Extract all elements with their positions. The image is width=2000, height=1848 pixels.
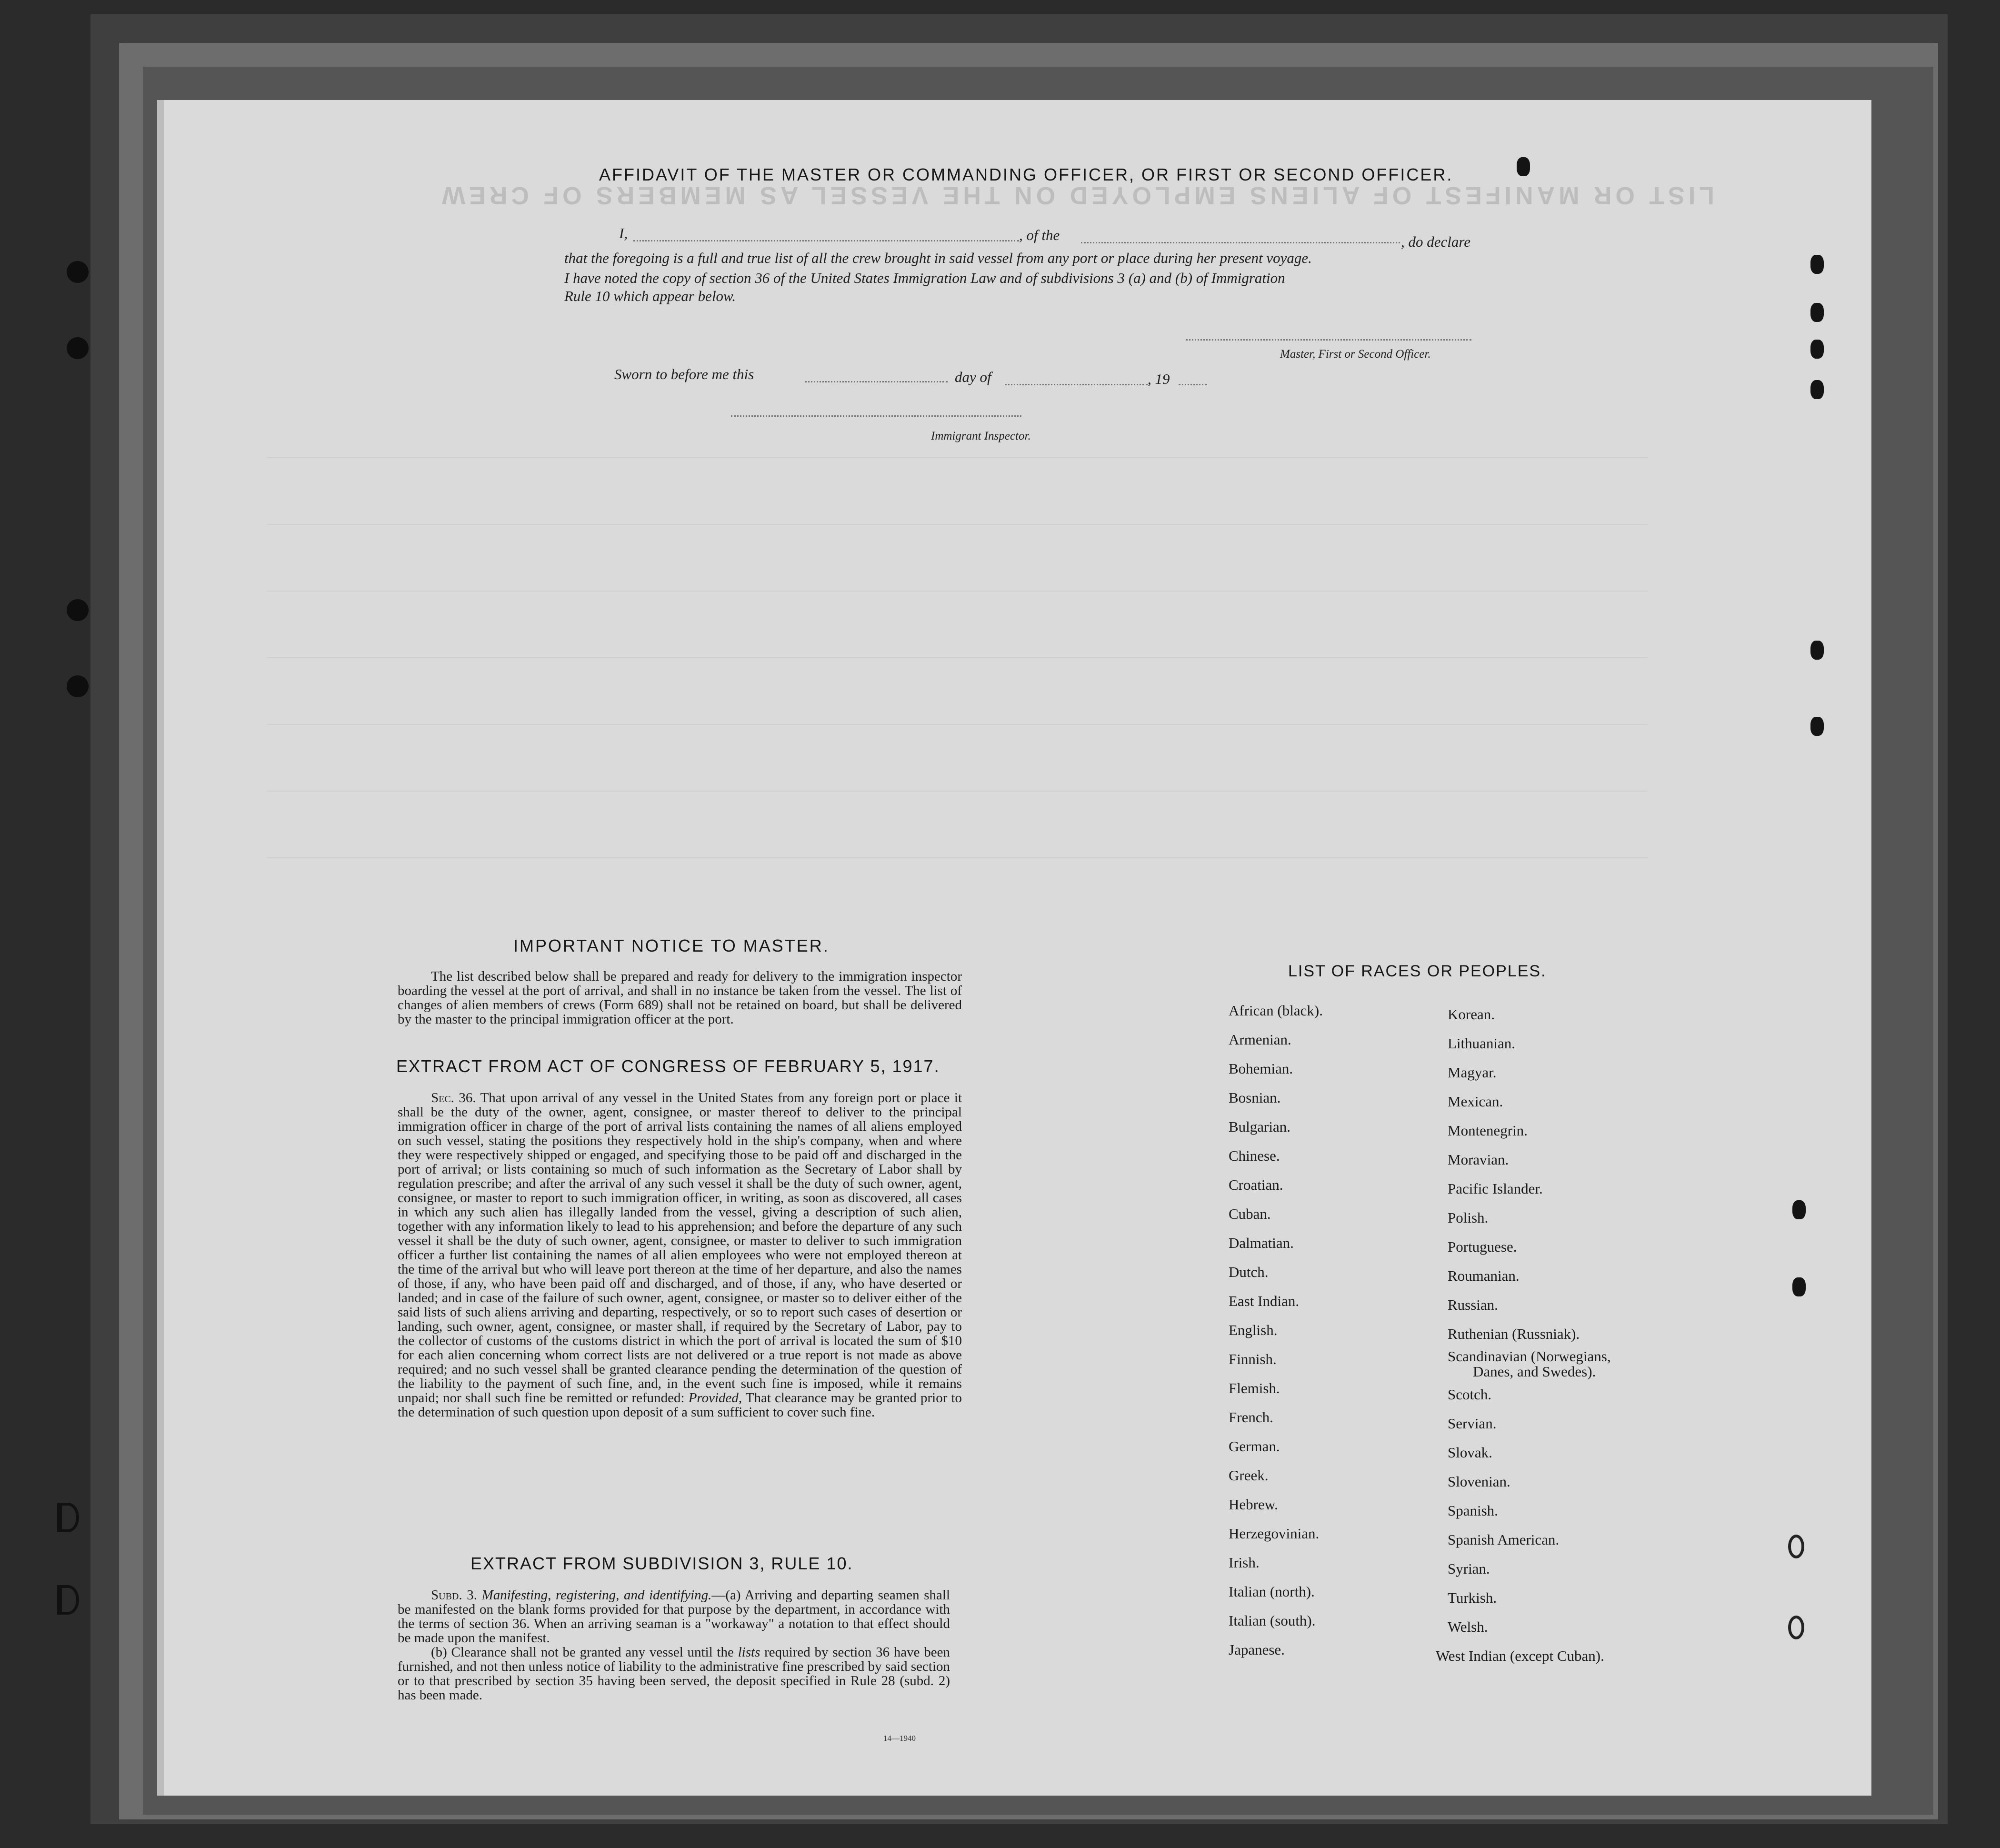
subdivision-label: Subd. 3.: [431, 1587, 477, 1603]
inspector-label: Immigrant Inspector.: [931, 430, 1031, 442]
subdivision-para-b-start: (b) Clearance shall not be granted any vessel until the: [431, 1645, 734, 1660]
notice-paragraph: The list described below shall be prepared and ready for delivery to the immigration inspector boarding the vessel at the port of arrival, and shall in no instance be taken from the vessel. The list of changes of alien members of crews (Form 689) shall not be retained on board, but shall be delivered by the master to the principal immigration officer at the port.: [398, 969, 962, 1027]
race-item: Armenian.: [1229, 1031, 1291, 1048]
race-item: Scandinavian (Norwegians,: [1448, 1348, 1611, 1365]
affidavit-line-4: Rule 10 which appear below.: [564, 288, 736, 304]
day-of-label: day of: [955, 369, 991, 385]
race-item: Moravian.: [1448, 1151, 1509, 1168]
races-right-column: [1436, 1006, 1683, 1682]
race-item: Finnish.: [1229, 1351, 1277, 1367]
punch-hole-icon: [1810, 641, 1824, 660]
ring-hole-icon: [1788, 1616, 1804, 1639]
punch-hole-icon: [1517, 157, 1530, 176]
race-item: Pacific Islander.: [1448, 1180, 1543, 1197]
act-title: EXTRACT FROM ACT OF CONGRESS OF FEBRUARY 5, 1917.: [396, 1056, 940, 1076]
vessel-name-field[interactable]: [1081, 242, 1400, 243]
punch-hole-icon: [1810, 255, 1824, 274]
race-item: Russian.: [1448, 1296, 1498, 1313]
race-item: Scotch.: [1448, 1386, 1492, 1403]
race-item: French.: [1229, 1409, 1273, 1426]
race-item: Magyar.: [1448, 1064, 1497, 1081]
race-item: English.: [1229, 1322, 1278, 1338]
master-name-field[interactable]: [633, 240, 1019, 241]
race-item: Cuban.: [1229, 1205, 1271, 1222]
race-item: Korean.: [1448, 1006, 1495, 1023]
race-item: Dutch.: [1229, 1264, 1269, 1280]
race-item: Bosnian.: [1229, 1089, 1281, 1106]
race-item: Bulgarian.: [1229, 1118, 1290, 1135]
inspector-signature-field[interactable]: [731, 415, 1021, 417]
race-item: Japanese.: [1229, 1641, 1285, 1658]
bleed-through-rule: [267, 857, 1648, 858]
notice-text: [398, 969, 962, 1026]
binder-ring-icon: [57, 1503, 79, 1532]
bleed-through-rule: [267, 591, 1648, 592]
sworn-day-field[interactable]: [805, 381, 948, 382]
master-signature-label: Master, First or Second Officer.: [1280, 348, 1431, 361]
subdivision-text: [398, 1588, 950, 1702]
race-item: African (black).: [1229, 1002, 1323, 1019]
year-label: , 19: [1148, 371, 1170, 387]
section-label: Sec. 36.: [431, 1090, 476, 1105]
section-body: That upon arrival of any vessel in the United States from any foreign port or place it shall be the duty of the owner, agent, consignee, or master thereof to deliver to the principal immigration officer in charge of the port of arrival lists containing the names of all aliens employed on such vessel, stating the positions they respectively hold in the ship's company, when and where they were respectively shipped or engaged, and specifying those to be paid off and discharged in the port of arrival; or lists containing so much of such information as the Secretary of Labor shall by regulation prescribe; and after the arrival of any such vessel it shall be the duty of such owner, agent, consignee, or master to report to such immigration officer, in writing, as soon as discovered, all cases in which any such alien has illegally landed from the vessel, giving a description of such alien, together with any information likely to lead to his apprehension; and before the departure of any such vessel it shall be the duty of such owner, agent, consignee, or master to deliver to such immigration officer a further list containing the names of all alien employees who were not employed thereon at the time of the arrival but who will leave port thereon at the time of her departure, and also the names of those, if any, who have been paid off and discharged, and of those, if any, who have deserted or landed; and in case of the failure of such owner, agent, consignee, or master so to deliver either of the said lists of such aliens arriving and departing, respectively, or so to report such cases of desertion or landing, such owner, agent, consignee, or master shall, if required by the Secretary of Labor, pay to the collector of customs of the customs district in which the port of arrival is located the sum of $10 for each alien concerning whom correct lists are not delivered or a true report is not made as above required; and no such vessel shall be granted clearance pending the determination of the question of the liability to the payment of such fine, and, in the event such fine is imposed, while it remains unpaid; nor shall such fine be remitted or refunded:: [398, 1090, 962, 1406]
lists-word: lists: [738, 1645, 760, 1660]
race-item: Spanish.: [1448, 1502, 1498, 1519]
race-item: Turkish.: [1448, 1589, 1497, 1606]
bleed-through-rule: [267, 791, 1648, 792]
punch-hole-icon: [1810, 717, 1824, 736]
race-item: Servian.: [1448, 1415, 1497, 1432]
race-item: Portuguese.: [1448, 1238, 1517, 1255]
subdivision-para-b-end: required by section 36 have been furnished, and not then unless notice of liability to the administrative fine prescribed by said section or to that prescribed by section 35 having been served, the deposit specified in Rule 28 (subd. 2) has been made.: [398, 1645, 950, 1703]
punch-hole-icon: [67, 337, 89, 359]
punch-hole-icon: [1792, 1277, 1806, 1296]
sworn-month-field[interactable]: [1005, 384, 1148, 385]
race-item: Dalmatian.: [1229, 1235, 1294, 1251]
provided-word: Provided,: [688, 1390, 742, 1406]
punch-hole-icon: [1810, 340, 1824, 359]
notice-title: IMPORTANT NOTICE TO MASTER.: [513, 936, 830, 955]
race-item: Italian (north).: [1229, 1583, 1315, 1600]
race-item: Bohemian.: [1229, 1060, 1293, 1077]
race-item: Herzegovinian.: [1229, 1525, 1320, 1542]
race-item: West Indian (except Cuban).: [1436, 1647, 1604, 1664]
punch-hole-icon: [1792, 1200, 1806, 1219]
race-item: German.: [1229, 1438, 1280, 1455]
bleed-through-rule: [267, 457, 1648, 458]
subdivision-title: EXTRACT FROM SUBDIVISION 3, RULE 10.: [470, 1554, 853, 1573]
subdivision-para-a: —(a) Arriving and departing seamen shall be manifested on the blank forms provided for that purpose by the department, in accordance with the terms of section 36. When an arriving seaman is a "workaway" a notation to that effect should be made upon the manifest.: [398, 1587, 950, 1646]
affidavit-line-3: I have noted the copy of section 36 of the United States Immigration Law and of subdivisions 3 (a) and (b) of Immigration: [564, 270, 1285, 286]
race-item: Chinese.: [1229, 1147, 1280, 1164]
affidavit-declare: , do declare: [1401, 233, 1471, 250]
race-item: Hebrew.: [1229, 1496, 1278, 1513]
affidavit-of-the: , of the: [1019, 227, 1060, 243]
punch-hole-icon: [67, 261, 89, 283]
race-item: Syrian.: [1448, 1560, 1490, 1577]
race-item: Slovak.: [1448, 1444, 1492, 1461]
bleed-through-header: LIST OR MANIFEST OF ALIENS EMPLOYED ON THE VESSEL AS MEMBERS OF CREW: [438, 181, 1714, 209]
bleed-through-rule: [267, 524, 1648, 525]
ring-hole-icon: [1788, 1535, 1804, 1558]
section-body-end: That clearance may be granted prior to the determination of such question upon deposit of a sum sufficient to cover such fine.: [398, 1390, 962, 1420]
page-edge: [157, 100, 164, 1796]
subdivision-heading: Manifesting, registering, and identifying.: [481, 1587, 712, 1603]
master-signature-field[interactable]: [1186, 339, 1471, 341]
race-item: Irish.: [1229, 1554, 1260, 1571]
race-item: Greek.: [1229, 1467, 1269, 1484]
race-item: Croatian.: [1229, 1176, 1283, 1193]
sworn-label: Sworn to before me this: [614, 366, 754, 382]
punch-hole-icon: [1810, 380, 1824, 399]
race-item: Montenegrin.: [1448, 1122, 1528, 1139]
race-item: Ruthenian (Russniak).: [1448, 1326, 1580, 1342]
bleed-through-rule: [267, 724, 1648, 725]
affidavit-i: I,: [619, 225, 628, 241]
races-title: LIST OF RACES OR PEOPLES.: [1288, 962, 1547, 980]
race-item: Lithuanian.: [1448, 1035, 1516, 1052]
punch-hole-icon: [67, 599, 89, 621]
punch-hole-icon: [67, 675, 89, 697]
race-item: East Indian.: [1229, 1293, 1300, 1309]
race-item: Polish.: [1448, 1209, 1489, 1226]
race-item: Spanish American.: [1448, 1531, 1560, 1548]
punch-hole-icon: [1810, 303, 1824, 322]
race-item: Welsh.: [1448, 1618, 1488, 1635]
race-item: Roumanian.: [1448, 1267, 1520, 1284]
race-item: Danes, and Swedes).: [1473, 1363, 1596, 1380]
act-text: [398, 1091, 962, 1419]
affidavit-title: AFFIDAVIT OF THE MASTER OR COMMANDING OFFICER, OR FIRST OR SECOND OFFICER.: [599, 165, 1453, 184]
binder-ring-icon: [57, 1585, 79, 1615]
race-item: Mexican.: [1448, 1093, 1503, 1110]
form-number: 14—1940: [883, 1734, 916, 1743]
affidavit-line-2: that the foregoing is a full and true list of all the crew brought in said vessel from any port or place during her present voyage.: [564, 250, 1312, 266]
races-left-column: [1229, 1002, 1429, 1669]
race-item: Italian (south).: [1229, 1612, 1316, 1629]
race-item: Slovenian.: [1448, 1473, 1510, 1490]
bleed-through-rule: [267, 657, 1648, 658]
race-item: Flemish.: [1229, 1380, 1280, 1396]
sworn-year-field[interactable]: [1179, 384, 1207, 385]
